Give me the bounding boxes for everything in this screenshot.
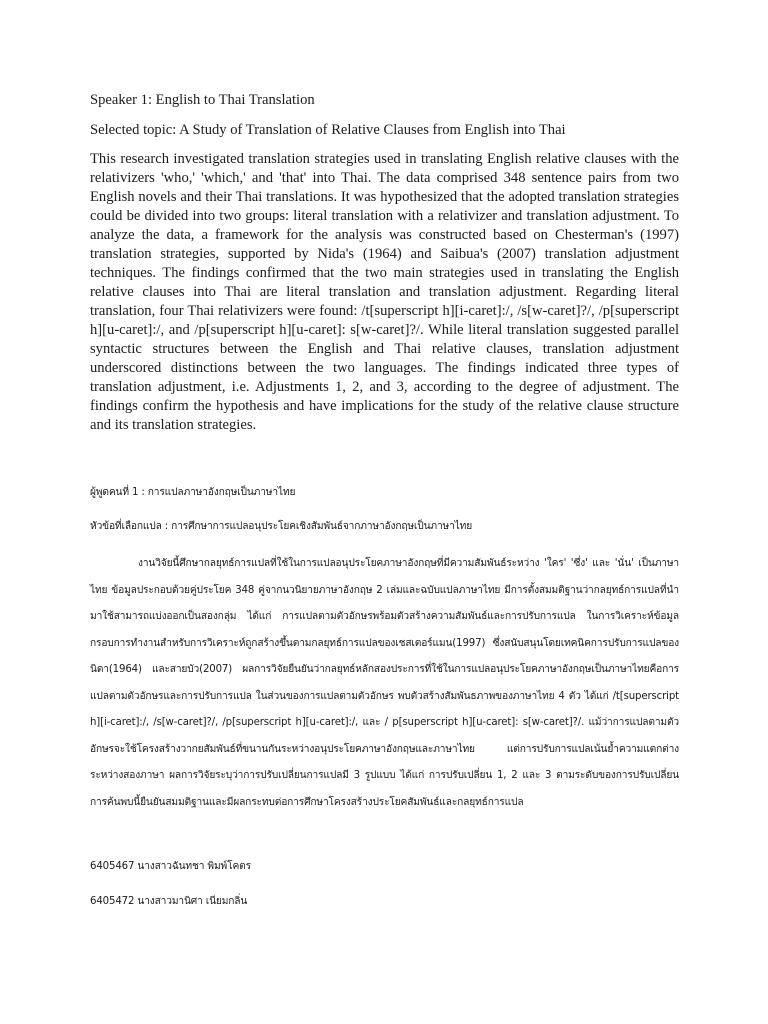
english-abstract: This research investigated translation strategies used in translating English relative clauses with the relativizers 'who,' 'which,' and 'that' into Thai. The data comprised 348 sentence pairs from two English novels and their Thai translations. It was hypothesized that the adopted translation strategies could be divided into two groups: literal translation with a relativizer and translation adjustment. To analyze the data, a framework for the analysis was constructed based on Chesterman's (1997) translation strategies, supported by Nida's (1964) and Saibua's (2007) translation adjustment techniques. The findings confirmed that the two main strategies used in translating the English relative clauses into Thai are literal translation and translation adjustment. Regarding literal translation, four Thai relativizers were found: /t[superscript h][i-caret]:/, /s[w-caret]?/, /p[superscript h][u-caret]:/, and /p[superscript h][u-caret]: s[w-caret]?/. While literal translation suggested parallel syntactic structures between the English and Thai relative clauses, translation adjustment underscored distinctions between the two languages. The findings indicated three types of translation adjustment, i.e. Adjustments 1, 2, and 3, according to the degree of adjustment. The findings confirm the hypothesis and have implications for the study of the relative clause structure and its translation strategies. bbox=[90, 151, 679, 433]
thai-abstract: งานวิจัยนี้ศึกษากลยุทธ์การแปลที่ใช้ในการแปลอนุประโยคภาษาอังกฤษที่มีความสัมพันธ์ระหว่าง 'ใคร' 'ซึ่ง' และ 'นั่น' เป็นภาษาไทย ข้อมูลประกอบด้วยคู่ประโยค 348 คู่จากนวนิยายภาษาอังกฤษ 2 เล่มและฉบับแปลภาษาไทย มีการตั้งสมมติฐานว่ากลยุทธ์การแปลที่นำมาใช้สามารถแบ่งออกเป็นสองกลุ่ม ได้แก่ การแปลตามตัวอักษรพร้อมตัวสร้างความสัมพันธ์และการปรับการแปล ในการวิเคราะห์ข้อมูล กรอบการทำงานสำหรับการวิเคราะห์ถูกสร้างขึ้นตามกลยุทธ์การแปลของเชสเตอร์แมน(1997) ซึ่งสนับสนุนโดยเทคนิคการปรับการแปลของนิดา(1964) และสายบัว(2007) ผลการวิจัยยืนยันว่ากลยุทธ์หลักสองประการที่ใช้ในการแปลอนุประโยคภาษาอังกฤษเป็นภาษาไทยคือการแปลตามตัวอักษรและการปรับการแปล ในส่วนของการแปลตามตัวอักษร พบตัวสร้างสัมพันธภาพของภาษาไทย 4 ตัว ได้แก่ /t[superscript h][i-caret]:/, /s[w-caret]?/, /p[superscript h][u-caret]:/, และ / p[superscript h][u-caret]: s[w-caret]?/. แม้ว่าการแปลตามตัวอักษรจะใช้โครงสร้างวากยสัมพันธ์ที่ขนานกันระหว่างอนุประโยคภาษาอังกฤษและภาษาไทย แต่การปรับการแปลเน้นย้ำความแตกต่างระหว่างสองภาษา ผลการวิจัยระบุว่าการปรับเปลี่ยนการแปลมี 3 รูปแบบ ได้แก่ การปรับเปลี่ยน 1, 2 และ 3 ตามระดับของการปรับเปลี่ยน การค้นพบนี้ยืนยันสมมติฐานและมีผลกระทบต่อการศึกษาโครงสร้างประโยคสัมพันธ์และกลยุทธ์การแปล bbox=[90, 558, 679, 808]
student-entry: 6405467 นางสาวฉันทชา พิมพ์โคตร bbox=[90, 861, 251, 872]
english-speaker-heading: Speaker 1: English to Thai Translation bbox=[90, 92, 315, 108]
english-topic-heading: Selected topic: A Study of Translation of Relative Clauses from English into Thai bbox=[90, 122, 566, 138]
student-entry: 6405472 นางสาวมานิศา เนียมกลิ่น bbox=[90, 896, 248, 907]
thai-topic-heading: หัวข้อที่เลือกแปล : การศึกษาการแปลอนุประโยคเชิงสัมพันธ์จากภาษาอังกฤษเป็นภาษาไทย bbox=[90, 521, 473, 532]
thai-speaker-heading: ผู้พูดคนที่ 1 : การแปลภาษาอังกฤษเป็นภาษาไทย bbox=[90, 487, 296, 498]
